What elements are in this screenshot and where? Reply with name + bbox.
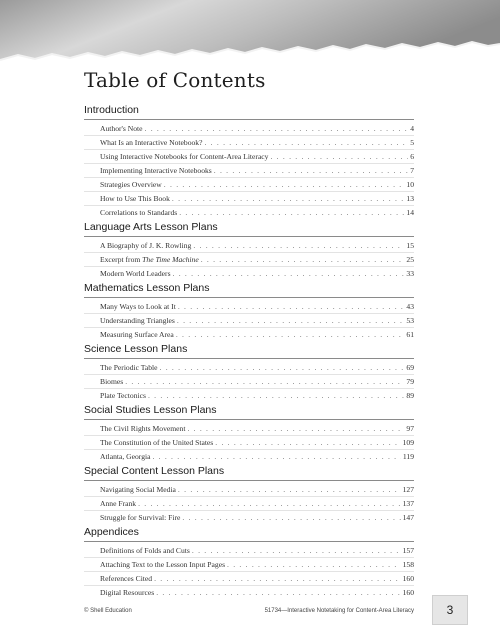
entry-title-text: What Is an Interactive Notebook? [100,138,203,147]
entry-page-number: 53 [406,316,414,325]
entry-title-text: Many Ways to Look at It [100,302,176,311]
entry-page-number: 127 [402,485,414,494]
entry-title-text: Anne Frank [100,499,137,508]
entry-title [100,511,180,524]
entry-title-text: Definitions of Folds and Cuts [100,546,190,555]
entry-title [100,122,143,135]
section-heading: Social Studies Lesson Plans [84,404,414,420]
entry-title [100,544,190,557]
dot-leader [178,300,405,313]
entry-title [100,389,146,402]
entry-page-number: 10 [406,180,414,189]
entry-title-text: Excerpt from [100,255,143,264]
dot-leader [270,150,408,163]
toc-entry [84,267,414,280]
entry-title-text: Measuring Surface Area [100,330,174,339]
dot-leader [125,375,404,388]
entry-title-text: How to Use This Book [100,194,170,203]
toc-entry [84,389,414,402]
dot-leader [192,544,401,557]
entry-title [100,300,176,313]
entry-title-text: Navigating Social Media [100,485,176,494]
section-heading: Science Lesson Plans [84,343,414,359]
dot-leader [182,511,400,524]
toc-section [84,221,414,280]
entry-title-text: Struggle for Survival: Fire [100,513,181,522]
dot-leader [145,122,409,135]
entry-page-number: 69 [406,363,414,372]
toc-entry [84,253,414,267]
dot-leader [138,497,401,510]
dot-leader [173,267,405,280]
entry-title-text: Attaching Text to the Lesson Input Pages [100,560,226,569]
entry-page-number: 4 [410,124,414,133]
entry-title-text: Plate Tectonics [100,391,146,400]
toc-entry [84,122,414,136]
entry-page-number: 89 [406,391,414,400]
dot-leader [204,136,408,149]
entry-title-text: Biomes [100,377,124,386]
toc-entry [84,558,414,572]
page-title: Table of Contents [84,68,266,92]
entry-page-number: 160 [402,588,414,597]
toc-entry [84,361,414,375]
entry-title-text: Author's Note [100,124,143,133]
entry-title [100,572,152,585]
toc-entry [84,572,414,586]
entry-page-number: 5 [410,138,414,147]
toc-entry [84,150,414,164]
toc-entry [84,483,414,497]
entry-page-number: 33 [406,269,414,278]
entry-title [100,586,154,599]
entry-title-text: The Civil Rights Movement [100,424,186,433]
section-heading: Mathematics Lesson Plans [84,282,414,298]
entry-title [100,497,136,510]
toc-entry [84,136,414,150]
dot-leader [201,253,405,266]
entry-title [100,361,158,374]
entry-page-number: 14 [406,208,414,217]
toc-entry [84,192,414,206]
section-heading: Appendices [84,526,414,542]
entry-title [100,267,171,280]
entry-page-number: 97 [406,424,414,433]
section-heading: Language Arts Lesson Plans [84,221,414,237]
entry-title-italic: The Time Machine [142,255,199,264]
dot-leader [160,361,405,374]
toc-entry [84,422,414,436]
dot-leader [178,483,401,496]
dot-leader [179,206,404,219]
dot-leader [156,586,400,599]
toc-section [84,526,414,599]
toc-entry [84,239,414,253]
table-of-contents [84,104,414,601]
entry-page-number: 7 [410,166,414,175]
toc-section [84,104,414,219]
toc-entry [84,436,414,450]
entry-title-text: The Constitution of the United States [100,438,214,447]
footer-copyright: © Shell Education [84,608,132,614]
entry-title [100,253,199,266]
entry-page-number: 158 [402,560,414,569]
entry-title [100,206,177,219]
page-number-badge: 3 [432,595,468,625]
entry-title [100,422,185,435]
entry-title [100,328,174,341]
entry-page-number: 160 [402,574,414,583]
toc-section [84,343,414,402]
dot-leader [152,450,400,463]
page-footer [84,608,414,614]
dot-leader [164,178,405,191]
toc-section [84,282,414,341]
entry-title-text: Correlations to Standards [100,208,178,217]
entry-page-number: 109 [402,438,414,447]
entry-title-text: Implementing Interactive Notebooks [100,166,212,175]
section-heading: Introduction [84,104,414,120]
toc-entry [84,164,414,178]
entry-title [100,178,162,191]
entry-title-text: Strategies Overview [100,180,162,189]
section-heading: Special Content Lesson Plans [84,465,414,481]
dot-leader [154,572,401,585]
entry-title [100,450,150,463]
entry-title-text: Using Interactive Notebooks for Content-Area Literacy [100,152,269,161]
dot-leader [193,239,404,252]
entry-page-number: 119 [402,452,414,461]
toc-section [84,404,414,463]
entry-title [100,314,175,327]
entry-title-text: Digital Resources [100,588,155,597]
dot-leader [215,436,400,449]
entry-page-number: 61 [406,330,414,339]
entry-title [100,192,170,205]
entry-page-number: 6 [410,152,414,161]
entry-title-text: Modern World Leaders [100,269,171,278]
entry-page-number: 25 [406,255,414,264]
entry-page-number: 137 [402,499,414,508]
dot-leader [214,164,408,177]
toc-entry [84,586,414,599]
entry-title-text: References Cited [100,574,153,583]
toc-section [84,465,414,524]
toc-entry [84,178,414,192]
toc-entry [84,300,414,314]
entry-title [100,239,191,252]
entry-title [100,436,213,449]
dot-leader [187,422,404,435]
dot-leader [227,558,401,571]
entry-page-number: 13 [406,194,414,203]
entry-title-text: Understanding Triangles [100,316,175,325]
dot-leader [148,389,404,402]
toc-entry [84,544,414,558]
entry-page-number: 15 [406,241,414,250]
entry-title [100,164,212,177]
toc-entry [84,450,414,463]
entry-title-text: Atlanta, Georgia [100,452,151,461]
toc-entry [84,511,414,524]
toc-entry [84,314,414,328]
entry-page-number: 147 [402,513,414,522]
dot-leader [172,192,405,205]
entry-title [100,558,225,571]
entry-title [100,136,202,149]
dot-leader [176,328,405,341]
toc-entry [84,375,414,389]
entry-title [100,483,176,496]
entry-page-number: 43 [406,302,414,311]
entry-title [100,150,268,163]
footer-book-title: 51734—Interactive Notetaking for Content-Area Literacy [264,608,414,614]
toc-entry [84,497,414,511]
dot-leader [177,314,405,327]
entry-title-text: A Biography of J. K. Rowling [100,241,192,250]
toc-entry [84,206,414,219]
entry-title [100,375,123,388]
entry-page-number: 157 [402,546,414,555]
entry-page-number: 79 [406,377,414,386]
torn-paper-header [0,0,500,62]
toc-entry [84,328,414,341]
entry-title-text: The Periodic Table [100,363,158,372]
